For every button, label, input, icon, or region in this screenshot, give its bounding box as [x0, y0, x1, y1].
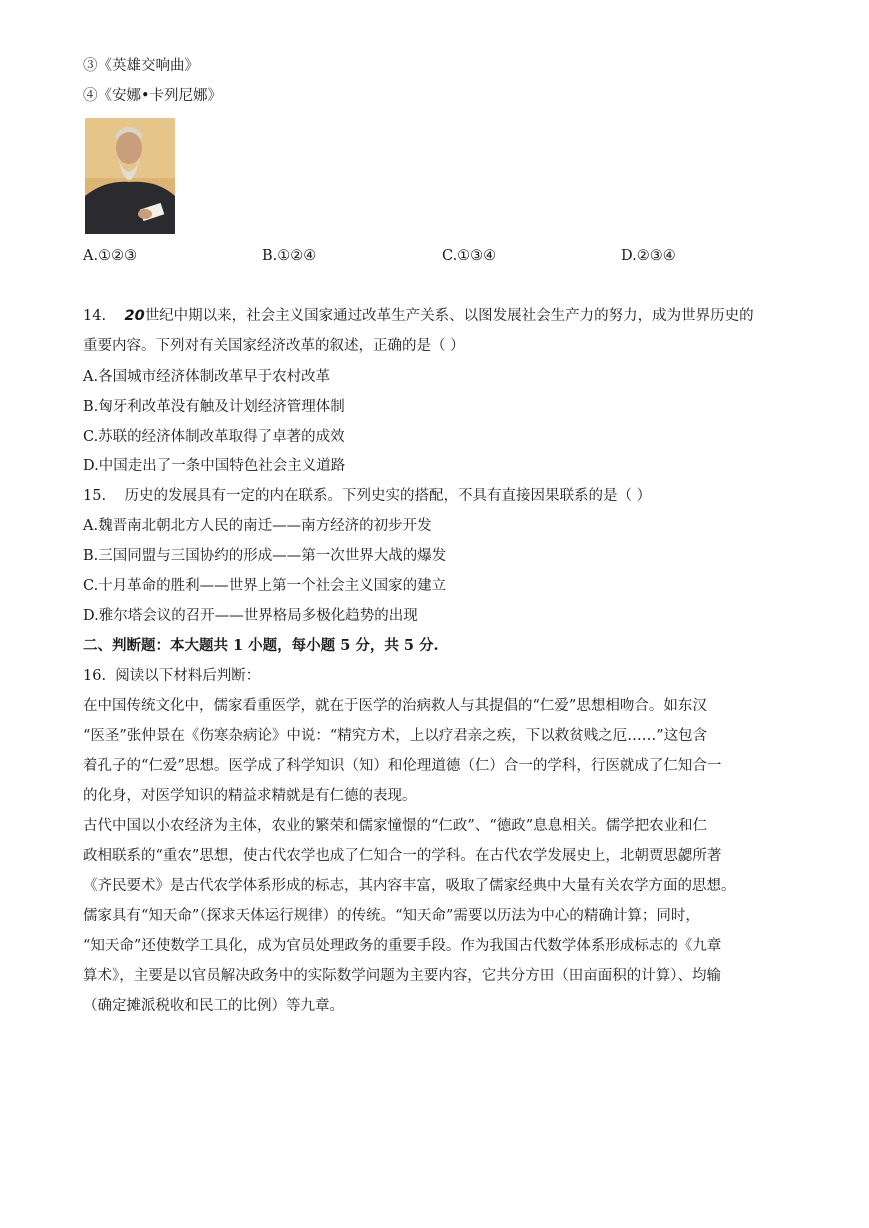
q13-choice-c: C.①③④	[442, 248, 497, 264]
passage-line: “医圣”张仲景在《伤寒杂病论》中说：“精究方术，上以疗君亲之疾，下以救贫贱之厄……”这包含	[83, 728, 708, 744]
passage-line: 算术》，主要是以官员解决政务中的实际数学问题为主要内容，它共分方田（田亩面积的计算）、均输	[83, 968, 721, 984]
q16-stem-text: 阅读以下材料后判断：	[115, 668, 261, 684]
passage-line: 在中国传统文化中，儒家看重医学，就在于医学的治病救人与其提倡的“仁爱”思想相吻合。如东汉	[83, 698, 707, 714]
q15-option-a: A.魏晋南北朝北方人民的南迁——南方经济的初步开发	[83, 518, 432, 534]
q13-choice-b: B.①②④	[262, 248, 317, 264]
q13-choice-d: D.②③④	[621, 248, 676, 264]
q16-stem	[83, 666, 260, 686]
q15-option-d: D.雅尔塔会议的召开——世界格局多极化趋势的出现	[83, 608, 418, 624]
passage-line: 《齐民要术》是古代农学体系形成的标志，其内容丰富，吸取了儒家经典中大量有关农学方面的思想。	[83, 878, 736, 894]
q14-option-a: A.各国城市经济体制改革早于农村改革	[83, 369, 331, 385]
q14-year: 20	[124, 308, 145, 324]
q14-number: 14.	[83, 308, 107, 324]
passage-line: “知天命”还使数学工具化，成为官员处理政务的重要手段。作为我国古代数学体系形成标志的《九章	[83, 938, 722, 954]
q14-stem-text: 世纪中期以来，社会主义国家通过改革生产关系、以图发展社会生产力的努力，成为世界历史的	[144, 308, 754, 324]
q15-option-c: C.十月革命的胜利——世界上第一个社会主义国家的建立	[83, 578, 447, 594]
passage-line: 政相联系的“重农”思想，使古代农学也成了仁知合一的学科。在古代农学发展史上，北朝贾思勰所著	[83, 848, 722, 864]
option-3: ③《英雄交响曲》	[83, 58, 199, 74]
q16-number: 16.	[83, 668, 107, 684]
passage-line: （确定摊派税收和民工的比例）等九章。	[83, 998, 344, 1014]
q14-stem-line2: 重要内容。下列对有关国家经济改革的叙述，正确的是（ ）	[83, 338, 465, 354]
q13-choice-a: A.①②③	[83, 248, 138, 264]
q14-option-b: B.匈牙利改革没有触及计划经济管理体制	[83, 399, 345, 415]
passage-line: 古代中国以小农经济为主体，农业的繁荣和儒家憧憬的“仁政”、“德政”息息相关。儒学把农业和仁	[83, 818, 708, 834]
q14-option-c: C.苏联的经济体制改革取得了卓著的成效	[83, 429, 345, 445]
q15-option-b: B.三国同盟与三国协约的形成——第一次世界大战的爆发	[83, 548, 447, 564]
tolstoy-portrait-image	[85, 118, 175, 234]
q15-stem	[83, 486, 651, 506]
option-4: ④《安娜•卡列尼娜》	[83, 88, 223, 104]
section-2-title: 二、判断题：本大题共 1 小题，每小题 5 分，共 5 分.	[83, 637, 439, 654]
q14-stem-line1	[83, 306, 754, 326]
passage-line: 着孔子的“仁爱”思想。医学成了科学知识（知）和伦理道德（仁）合一的学科，行医就成了仁知合一	[83, 758, 722, 774]
q15-number: 15.	[83, 488, 107, 504]
q15-stem-text: 历史的发展具有一定的内在联系。下列史实的搭配，不具有直接因果联系的是（ ）	[124, 488, 652, 504]
passage-line: 的化身，对医学知识的精益求精就是有仁德的表现。	[83, 788, 417, 804]
passage-line: 儒家具有“知天命”（探求天体运行规律）的传统。“知天命”需要以历法为中心的精确计算；同时，	[83, 908, 700, 924]
q14-option-d: D.中国走出了一条中国特色社会主义道路	[83, 458, 346, 474]
